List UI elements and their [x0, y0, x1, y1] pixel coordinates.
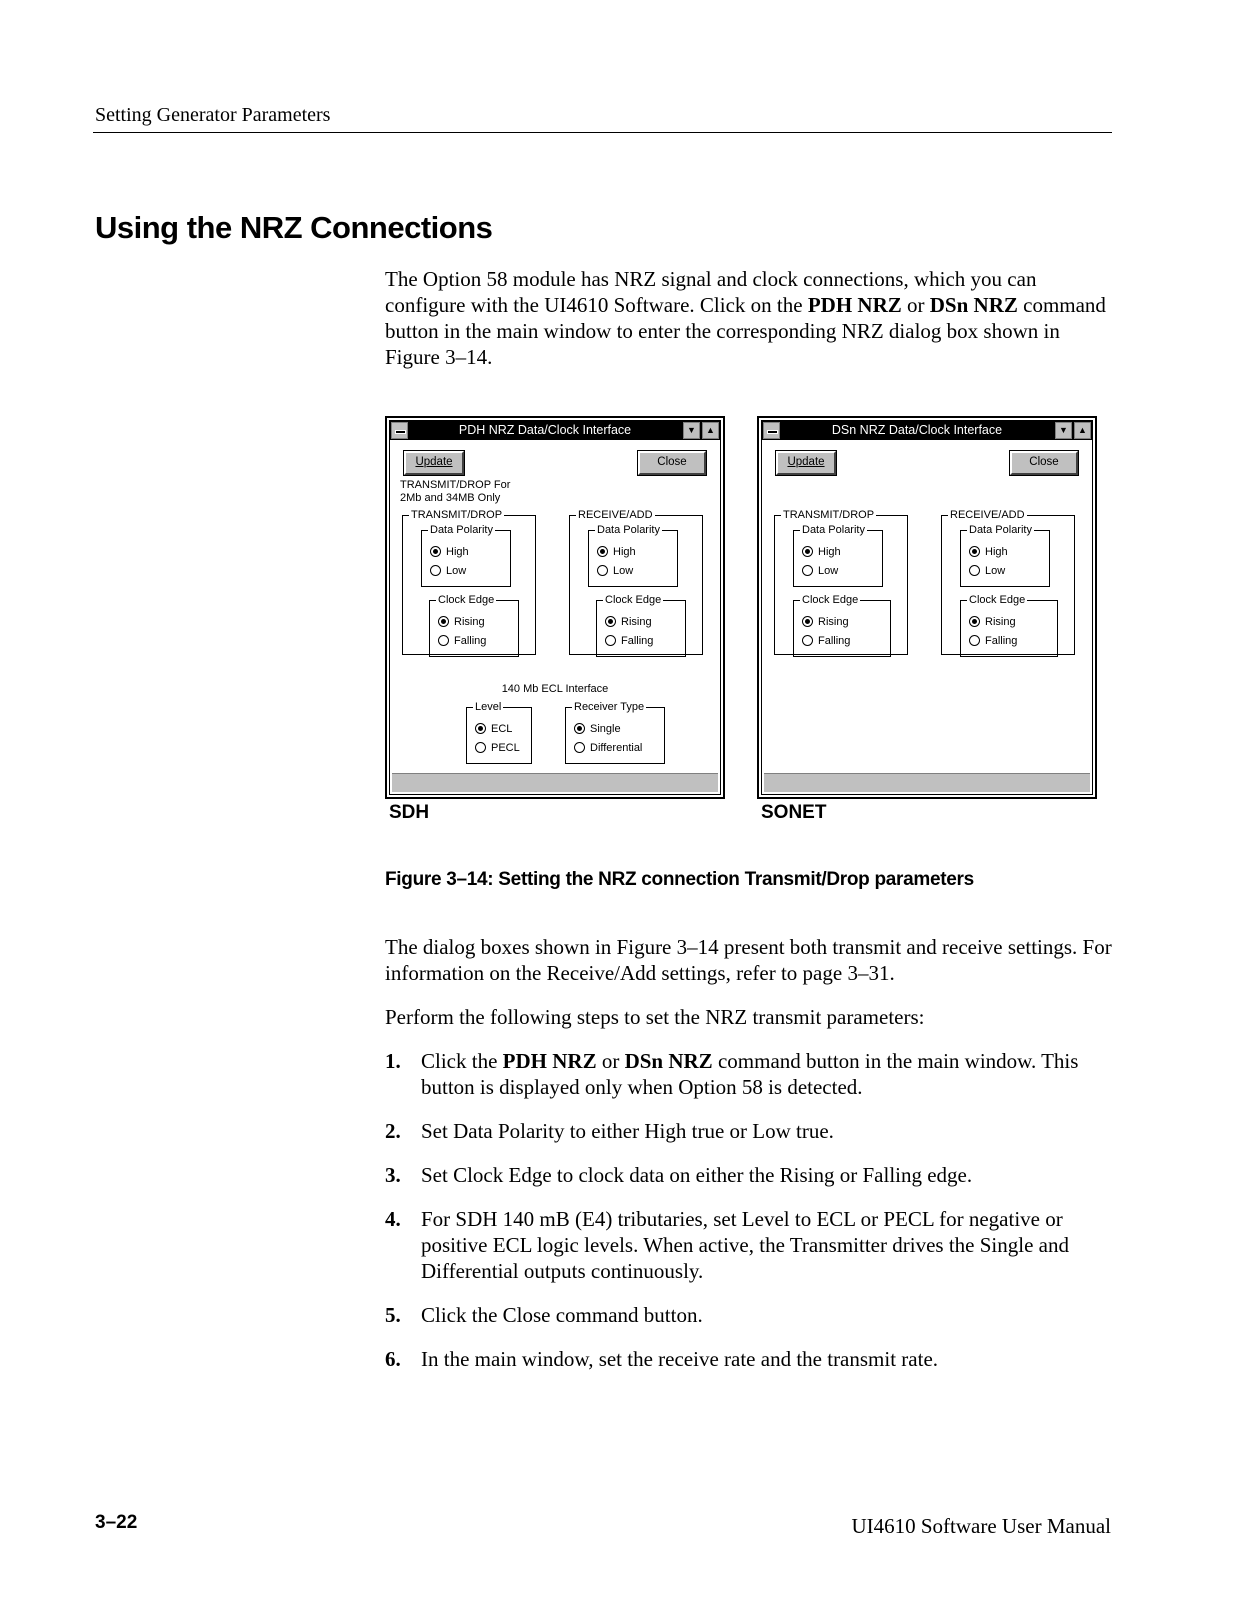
radio-falling[interactable]: Falling: [802, 634, 850, 648]
close-button[interactable]: Close: [1010, 451, 1078, 475]
clock-edge-legend: Clock Edge: [438, 594, 495, 606]
clock-edge-group: [596, 594, 686, 657]
radio-high[interactable]: High: [802, 545, 841, 559]
radio-high[interactable]: High: [597, 545, 636, 559]
radio-empty-icon: [802, 635, 813, 646]
radio-rising[interactable]: Rising: [969, 615, 1016, 629]
radio-empty-icon: [969, 635, 980, 646]
level-group: [466, 701, 532, 764]
receive-add-group: [569, 509, 703, 655]
status-bar: [392, 773, 718, 792]
data-polarity-group: [421, 524, 511, 587]
data-polarity-legend: Data Polarity: [597, 524, 660, 536]
update-button[interactable]: Update: [776, 451, 836, 475]
radio-selected-icon: [969, 546, 980, 557]
list-item: 2. Set Data Polarity to either High true or Low true.: [385, 1119, 834, 1143]
clock-edge-group: [960, 594, 1058, 657]
radio-empty-icon: [605, 635, 616, 646]
radio-selected-icon: [438, 616, 449, 627]
radio-empty-icon: [969, 565, 980, 576]
radio-selected-icon: [475, 723, 486, 734]
transmit-drop-legend: TRANSMIT/DROP: [783, 509, 875, 521]
settings-paragraph: The dialog boxes shown in Figure 3–14 present both transmit and receive settings. For information on the Receive/Add settings, refer to page 3–31.: [385, 935, 1112, 985]
radio-selected-icon: [597, 546, 608, 557]
list-item: 4. For SDH 140 mB (E4) tributaries, set Level to ECL or PECL for negative or positive ECL logic levels. When active, the Transmitter drives the Single and Differential outputs continuously.: [385, 1207, 1069, 1283]
radio-falling[interactable]: Falling: [438, 634, 486, 648]
maximize-icon[interactable]: ▲: [1074, 422, 1091, 439]
radio-selected-icon: [802, 546, 813, 557]
transmit-drop-group: [774, 509, 908, 655]
radio-differential[interactable]: Differential: [574, 741, 642, 755]
intro-paragraph: The Option 58 module has NRZ signal and clock connections, which you can configure with the UI4610 Software. Click on the PDH NRZ or DSn NRZ command button in the main window to enter the corresponding NRZ dialog box shown in Figure 3–14.: [385, 267, 1106, 369]
radio-falling[interactable]: Falling: [969, 634, 1017, 648]
data-polarity-legend: Data Polarity: [969, 524, 1032, 536]
dsn-nrz-dialog: [757, 416, 1097, 799]
radio-empty-icon: [430, 565, 441, 576]
data-polarity-legend: Data Polarity: [802, 524, 865, 536]
receive-add-group: [941, 509, 1075, 655]
radio-selected-icon: [574, 723, 585, 734]
radio-low[interactable]: Low: [802, 564, 838, 578]
radio-empty-icon: [574, 742, 585, 753]
radio-selected-icon: [605, 616, 616, 627]
radio-single[interactable]: Single: [574, 722, 621, 736]
clock-edge-legend: Clock Edge: [969, 594, 1026, 606]
radio-rising[interactable]: Rising: [605, 615, 652, 629]
system-menu-icon[interactable]: [391, 422, 408, 439]
pdh-nrz-dialog: [385, 416, 725, 799]
radio-rising[interactable]: Rising: [802, 615, 849, 629]
maximize-icon[interactable]: ▲: [702, 422, 719, 439]
minimize-icon[interactable]: ▼: [683, 422, 700, 439]
clock-edge-legend: Clock Edge: [605, 594, 662, 606]
radio-selected-icon: [802, 616, 813, 627]
radio-low[interactable]: Low: [597, 564, 633, 578]
transmit-drop-legend: TRANSMIT/DROP: [411, 509, 503, 521]
list-item: 3. Set Clock Edge to clock data on either the Rising or Falling edge.: [385, 1163, 973, 1187]
update-button[interactable]: Update: [404, 451, 464, 475]
radio-rising[interactable]: Rising: [438, 615, 485, 629]
pdh-titlebar: [390, 421, 720, 440]
level-legend: Level: [475, 701, 502, 713]
radio-empty-icon: [597, 565, 608, 576]
system-menu-icon[interactable]: [763, 422, 780, 439]
radio-selected-icon: [969, 616, 980, 627]
section-title: Using the NRZ Connections: [95, 210, 493, 245]
header-rule: [93, 132, 1112, 133]
radio-empty-icon: [438, 635, 449, 646]
close-button[interactable]: Close: [638, 451, 706, 475]
status-bar: [764, 773, 1090, 792]
receiver-type-group: [565, 701, 665, 764]
radio-high[interactable]: High: [430, 545, 469, 559]
list-item: 5. Click the Close command button.: [385, 1303, 703, 1327]
ecl-interface-label: 140 Mb ECL Interface: [501, 683, 609, 695]
manual-title: UI4610 Software User Manual: [851, 1514, 1111, 1538]
clock-edge-group: [793, 594, 891, 657]
steps-intro: Perform the following steps to set the NRZ transmit parameters:: [385, 1005, 925, 1029]
pdh-dialog-title: PDH NRZ Data/Clock Interface: [458, 423, 632, 437]
dsn-titlebar: [762, 421, 1092, 440]
transmit-drop-group: [402, 509, 536, 655]
radio-empty-icon: [802, 565, 813, 576]
sonet-label: SONET: [761, 802, 827, 823]
page-number: 3–22: [95, 1512, 138, 1533]
list-item: 6. In the main window, set the receive rate and the transmit rate.: [385, 1347, 939, 1371]
receiver-type-legend: Receiver Type: [574, 701, 645, 713]
radio-selected-icon: [430, 546, 441, 557]
clock-edge-legend: Clock Edge: [802, 594, 859, 606]
data-polarity-legend: Data Polarity: [430, 524, 493, 536]
radio-high[interactable]: High: [969, 545, 1008, 559]
radio-falling[interactable]: Falling: [605, 634, 653, 648]
radio-pecl[interactable]: PECL: [475, 741, 520, 755]
data-polarity-group: [960, 524, 1050, 587]
sdh-label: SDH: [389, 802, 430, 823]
radio-low[interactable]: Low: [430, 564, 466, 578]
transmit-note: TRANSMIT/DROP For 2Mb and 34MB Only: [400, 479, 511, 504]
radio-empty-icon: [475, 742, 486, 753]
figure-caption: Figure 3–14: Setting the NRZ connection Transmit/Drop parameters: [385, 869, 974, 890]
clock-edge-group: [429, 594, 519, 657]
running-header: Setting Generator Parameters: [95, 104, 331, 126]
data-polarity-group: [588, 524, 678, 587]
minimize-icon[interactable]: ▼: [1055, 422, 1072, 439]
radio-low[interactable]: Low: [969, 564, 1005, 578]
receive-add-legend: RECEIVE/ADD: [578, 509, 653, 521]
steps-list: [385, 1048, 1115, 1390]
list-item: 1. Click the PDH NRZ or DSn NRZ command button in the main window. This button is displayed only when Option 58 is detected.: [385, 1049, 1079, 1099]
receive-add-legend: RECEIVE/ADD: [950, 509, 1025, 521]
data-polarity-group: [793, 524, 883, 587]
radio-ecl[interactable]: ECL: [475, 722, 512, 736]
dsn-dialog-title: DSn NRZ Data/Clock Interface: [831, 423, 1003, 437]
